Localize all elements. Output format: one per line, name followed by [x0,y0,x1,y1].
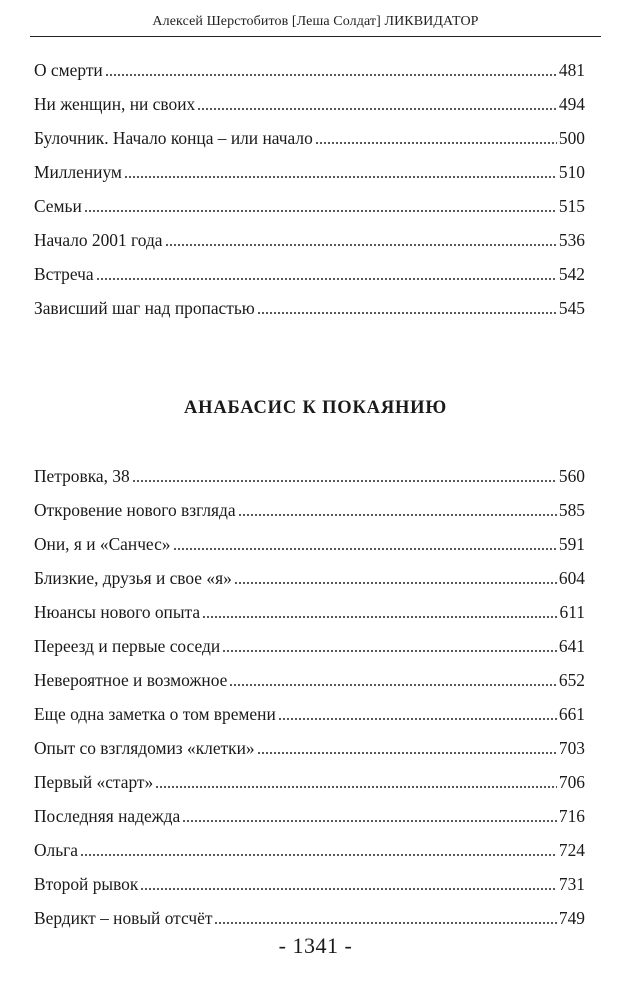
toc-part-2 [34,464,585,928]
toc-entry-page: 611 [559,602,585,622]
toc-entry[interactable] [34,532,585,556]
toc-entry-page: 749 [558,908,585,928]
dot-leader [155,786,557,788]
toc-entry-title: Еще одна заметка о том времени [34,704,276,724]
toc-entry[interactable] [34,262,585,286]
dot-leader [222,650,557,652]
toc-entry-title: Начало 2001 года [34,230,163,250]
dot-leader [124,176,557,178]
toc-entry-title: Вердикт – новый отсчёт [34,908,213,928]
dot-leader [105,74,557,76]
toc-entry-page: 641 [558,636,585,656]
toc-entry[interactable] [34,634,585,658]
dot-leader [234,582,557,584]
toc-entry[interactable] [34,838,585,862]
toc-entry-page: 510 [558,162,585,182]
toc-entry-title: Переезд и первые соседи [34,636,221,656]
toc-entry[interactable] [34,770,585,794]
dot-leader [165,244,557,246]
toc-entry-page: 591 [558,534,585,554]
toc-entry[interactable] [34,906,585,930]
toc-entry-title: Близкие, друзья и свое «я» [34,568,232,588]
toc-entry-page: 481 [558,60,585,80]
toc-entry-title: Ольга [34,840,79,860]
toc-entry[interactable] [34,126,585,150]
section-heading: АНАБАСИС К ПОКАЯНИЮ [183,398,448,418]
toc-entry[interactable] [34,600,585,624]
toc-entry-title: Последняя надежда [34,806,181,826]
dot-leader [257,312,557,314]
toc-entry[interactable] [34,668,585,692]
toc-entry-page: 604 [558,568,585,588]
header-rule [30,36,601,37]
toc-entry[interactable] [34,464,585,488]
toc-entry-title: Встреча [34,264,94,284]
toc-entry-page: 545 [558,298,585,318]
running-head: Алексей Шерстобитов [Леша Солдат] ЛИКВИДАТОР [152,14,479,29]
toc-entry-title: Булочник. Начало конца – или начало [34,128,313,148]
page-number: - 1341 - [278,933,353,958]
toc-entry[interactable] [34,736,585,760]
toc-entry-title: Нюансы нового опыта [34,602,201,622]
toc-entry-page: 500 [558,128,585,148]
dot-leader [315,142,557,144]
dot-leader [182,820,557,822]
toc-entry-page: 731 [558,874,585,894]
dot-leader [238,514,557,516]
toc-entry[interactable] [34,702,585,726]
toc-entry[interactable] [34,804,585,828]
dot-leader [197,108,557,110]
toc-entry-page: 536 [558,230,585,250]
dot-leader [278,718,557,720]
toc-entry-title: Зависший шаг над пропастью [34,298,255,318]
toc-entry[interactable] [34,194,585,218]
toc-entry[interactable] [34,296,585,320]
toc-entry[interactable] [34,92,585,116]
toc-entry[interactable] [34,498,585,522]
toc-entry-title: Второй рывок [34,874,139,894]
toc-entry-page: 716 [558,806,585,826]
toc-entry-page: 706 [558,772,585,792]
dot-leader [80,854,557,856]
toc-entry-title: Опыт со взглядомиз «клетки» [34,738,255,758]
toc-entry-title: Невероятное и возможное [34,670,228,690]
dot-leader [84,210,557,212]
toc-entry-page: 652 [558,670,585,690]
toc-entry-page: 560 [558,466,585,486]
toc-entry-title: Миллениум [34,162,122,182]
toc-entry-page: 661 [558,704,585,724]
dot-leader [132,480,557,482]
dot-leader [173,548,557,550]
toc-entry-page: 494 [558,94,585,114]
toc-entry-title: О смерти [34,60,103,80]
toc-entry-title: Семьи [34,196,82,216]
toc-entry-page: 515 [558,196,585,216]
dot-leader [214,922,556,924]
toc-entry-page: 542 [558,264,585,284]
toc-entry-page: 703 [558,738,585,758]
toc-entry[interactable] [34,58,585,82]
toc-entry-title: Первый «старт» [34,772,154,792]
toc-entry[interactable] [34,566,585,590]
toc-entry[interactable] [34,228,585,252]
toc-part-1 [34,58,585,318]
toc-entry-page: 585 [558,500,585,520]
dot-leader [140,888,557,890]
toc-entry-title: Петровка, 38 [34,466,130,486]
dot-leader [96,278,557,280]
toc-entry-title: Откровение нового взгляда [34,500,236,520]
toc-entry[interactable] [34,872,585,896]
dot-leader [229,684,557,686]
dot-leader [202,616,557,618]
dot-leader [257,752,557,754]
toc-entry[interactable] [34,160,585,184]
toc-entry-page: 724 [558,840,585,860]
toc-entry-title: Ни женщин, ни своих [34,94,196,114]
toc-entry-title: Они, я и «Санчес» [34,534,171,554]
